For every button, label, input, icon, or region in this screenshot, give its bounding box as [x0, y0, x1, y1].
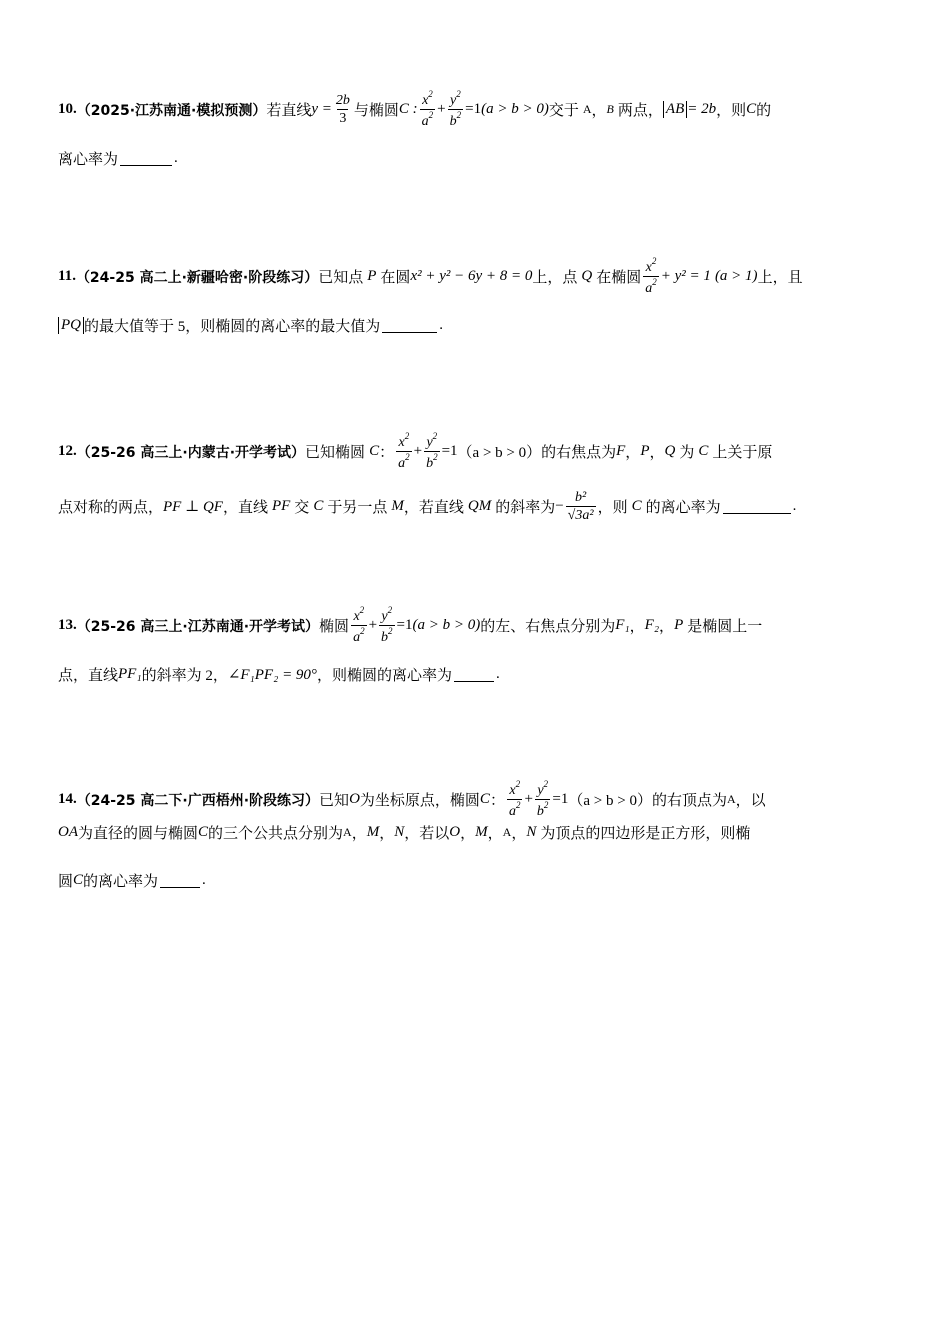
math-fraction: $\frac{x^2}{a^2}$	[645, 256, 657, 297]
question-source: （24-25 高二上·新疆哈密·阶段练习）	[75, 269, 319, 286]
question-11-line-2: PQ 的最大值等于 5，则椭圆的离心率的最大值为 .	[58, 315, 443, 336]
math-fraction: $\frac{y^2}{b^2}$	[449, 89, 462, 130]
math-fraction: $\frac{y^2}{b^2}$	[381, 605, 393, 646]
question-number: 11	[58, 268, 73, 285]
answer-blank[interactable]	[454, 667, 494, 682]
math-fraction: $\frac{y^2}{b^2}$	[426, 431, 438, 472]
question-13-line-2: 点，直线 PF₁ 的斜率为 2， ∠F₁PF₂ = 90° ，则椭圆的离心率为 .	[58, 666, 500, 684]
answer-blank[interactable]	[120, 151, 172, 166]
question-11-line-1: 11 . （24-25 高二上·新疆哈密·阶段练习） 已知点 P 在圆 x² + y² − 6y + 8 = 0 上，点 Q 在椭圆 $\frac{x^2}{a^2}$ + y² = 1 (a > 1) 上，且	[58, 256, 803, 297]
question-source: （2025·江苏南通·模拟预测）	[76, 102, 267, 119]
question-number: 10	[58, 101, 73, 118]
question-10-line-1: 10 . （2025·江苏南通·模拟预测） 若直线 y = $\frac{2b}{3}$ 与椭圆 C : $\frac{x^2}{a^2}$ + $\frac{y^2}{b^2}$ =1 (a > b > 0) 交于 A ， B 两点， AB = 2b ，则 C 的	[58, 89, 772, 130]
question-12-line-2: 点对称的两点， PF ⊥ QF ，直线 PF 交 C 于另一点 M ，若直线 QM 的斜率为 − $\frac{\text{b²}}{\text{√3a²}}$ ，则 C 的离心率为 .	[58, 490, 797, 524]
math-fraction: $\frac{y^2}{b^2}$	[536, 779, 549, 820]
question-12-line-1: 12 . （25-26 高三上·内蒙古·开学考试） 已知椭圆 C ： $\frac{x^2}{a^2}$ + $\frac{y^2}{b^2}$ =1 （a > b > 0） 的右焦点为 F ， P ， Q 为 C 上关于原	[58, 431, 773, 472]
question-number: 14	[58, 791, 73, 808]
math-line-equation: y =	[311, 101, 332, 118]
math-fraction: $\frac{\text{b²}}{\text{√3a²}}$	[567, 490, 594, 524]
math-fraction: $\frac{x^2}{a^2}$	[353, 605, 365, 646]
question-14-line-2: OA 为直径的圆与椭圆 C 的三个公共点分别为 A ， M ， N ，若以 O ， M ， A ， N 为顶点的四边形是正方形，则椭	[58, 824, 751, 842]
math-fraction: $\frac{x^2}{a^2}$	[421, 89, 434, 130]
question-number: 13	[58, 617, 73, 634]
answer-blank[interactable]	[160, 873, 200, 888]
math-fraction: $\frac{x^2}{a^2}$	[508, 779, 521, 820]
answer-blank[interactable]	[382, 318, 437, 333]
question-number: 12	[58, 443, 73, 460]
question-source: （25-26 高三上·内蒙古·开学考试）	[76, 444, 306, 461]
math-circle-equation: x² + y² − 6y + 8 = 0	[410, 268, 533, 285]
question-14-line-3: 圆 C 的离心率为 .	[58, 872, 206, 890]
question-14-line-1: 14 . （24-25 高二下·广西梧州·阶段练习） 已知 O 为坐标原点，椭圆 C ： $\frac{x^2}{a^2}$ + $\frac{y^2}{b^2}$ =1 （a > b > 0） 的右顶点为 A ，以	[58, 779, 766, 820]
math-fraction: $\frac{2b}{3}$	[335, 93, 350, 127]
question-source: （25-26 高三上·江苏南通·开学考试）	[76, 618, 320, 635]
answer-blank[interactable]	[723, 499, 791, 514]
math-fraction: $\frac{x^2}{a^2}$	[398, 431, 410, 472]
question-10-line-2: 离心率为 .	[58, 150, 178, 168]
question-source: （24-25 高二下·广西梧州·阶段练习）	[76, 792, 320, 809]
question-13-line-1: 13 . （25-26 高三上·江苏南通·开学考试） 椭圆 $\frac{x^2}{a^2}$ + $\frac{y^2}{b^2}$ =1 (a > b > 0) 的左、右焦点分别为 F₁ ， F₂ ， P 是椭圆上一	[58, 605, 763, 646]
